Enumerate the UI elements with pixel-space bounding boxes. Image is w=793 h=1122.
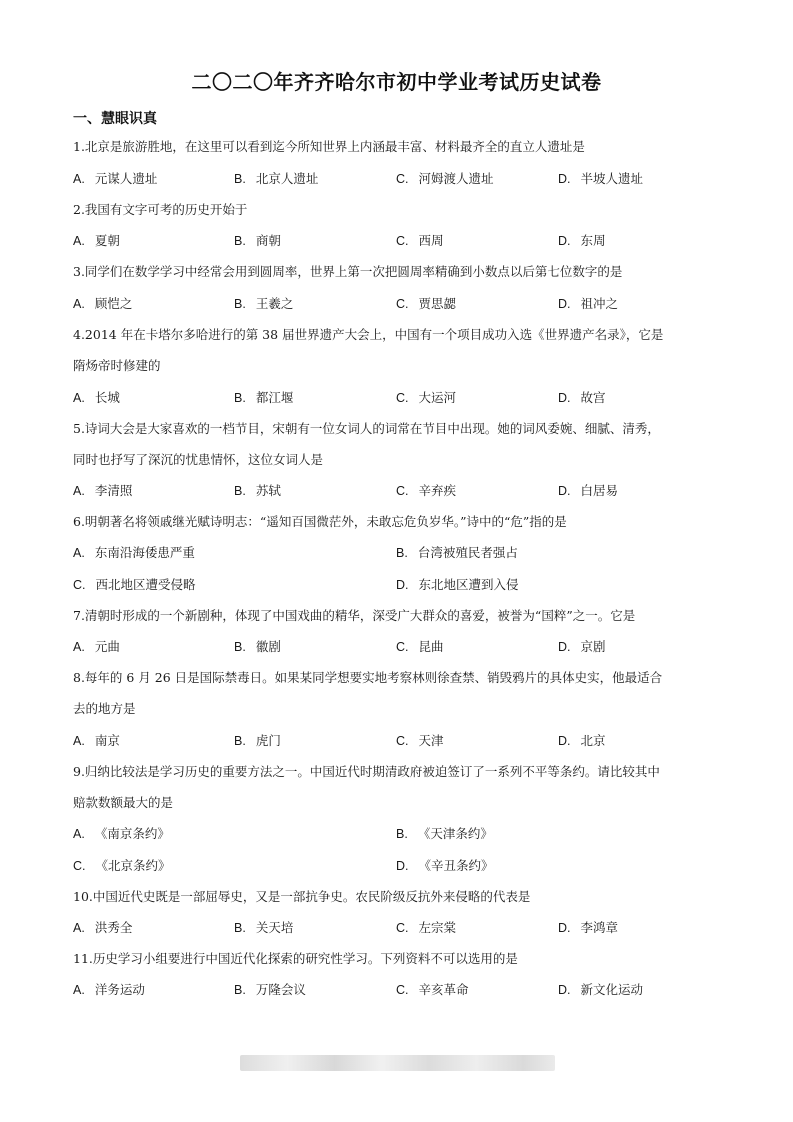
question-7-option: [73, 639, 120, 655]
option-letter: B.: [234, 234, 246, 248]
option-text: 东周: [580, 233, 606, 248]
question-10-option: [558, 920, 618, 936]
question-10-option: [73, 920, 132, 936]
option-text: 万隆会议: [255, 982, 306, 997]
question-2-stem: 2.我国有文字可考的历史开始于: [73, 202, 248, 217]
option-letter: B.: [234, 734, 246, 748]
option-letter: B.: [234, 484, 246, 498]
option-letter: B.: [234, 640, 246, 654]
option-text: 徽剧: [255, 639, 281, 654]
option-letter: D.: [396, 578, 409, 592]
option-letter: D.: [558, 391, 571, 405]
option-text: 元谋人遗址: [94, 171, 158, 186]
option-letter: D.: [558, 921, 571, 935]
option-text: 辛亥革命: [418, 982, 469, 997]
question-2-option: [558, 233, 606, 249]
option-text: 东南沿海倭患严重: [94, 545, 195, 560]
option-letter: D.: [558, 640, 571, 654]
question-7-option: [234, 639, 281, 655]
question-10-option: [396, 920, 456, 936]
question-11-option: [558, 982, 643, 998]
question-11-option: [73, 982, 145, 998]
question-8-stem: 去的地方是: [73, 701, 136, 716]
option-letter: C.: [73, 578, 86, 592]
option-text: 《南京条约》: [94, 826, 170, 841]
page-title: 二〇二〇年齐齐哈尔市初中学业考试历史试卷: [191, 70, 602, 94]
question-9-option: [396, 826, 493, 842]
option-text: 《天津条约》: [417, 826, 493, 841]
option-letter: D.: [558, 484, 571, 498]
option-letter: D.: [558, 234, 571, 248]
question-5-option: [234, 483, 281, 499]
option-letter: A.: [73, 297, 85, 311]
option-text: 夏朝: [94, 233, 120, 248]
question-2-option: [396, 233, 444, 249]
question-1-option: [558, 171, 643, 187]
question-6-option: [396, 545, 518, 561]
question-7-stem: 7.清朝时形成的一个新剧种，体现了中国戏曲的精华，深受广大群众的喜爱，被誉为“国粹”之一。它是: [73, 608, 636, 623]
question-2-option: [234, 233, 281, 249]
option-letter: C.: [396, 484, 409, 498]
option-text: 洋务运动: [94, 982, 145, 997]
option-letter: A.: [73, 921, 85, 935]
question-11-stem: 11.历史学习小组要进行中国近代化探索的研究性学习。下列资料不可以选用的是: [73, 951, 518, 966]
option-letter: C.: [396, 921, 409, 935]
option-letter: A.: [73, 983, 85, 997]
question-8-option: [73, 733, 120, 749]
option-letter: C.: [73, 859, 86, 873]
question-8-option: [234, 733, 281, 749]
question-9-stem: 赔款数额最大的是: [73, 795, 174, 810]
option-text: 东北地区遭到入侵: [418, 577, 519, 592]
option-text: 北京: [580, 733, 606, 748]
question-5-stem: 5.诗词大会是大家喜欢的一档节目，宋朝有一位女词人的词常在节目中出现。她的词风委婉、细腻、清秀，: [73, 421, 660, 436]
option-letter: C.: [396, 640, 409, 654]
question-4-option: [234, 390, 293, 406]
question-1-option: [396, 171, 494, 187]
option-text: 新文化运动: [580, 982, 644, 997]
option-text: 王羲之: [255, 296, 294, 311]
option-letter: A.: [73, 734, 85, 748]
option-letter: A.: [73, 234, 85, 248]
option-letter: A.: [73, 172, 85, 186]
option-text: 洪秀全: [94, 920, 133, 935]
option-text: 都江堰: [255, 390, 294, 405]
question-7-option: [396, 639, 444, 655]
option-text: 元曲: [94, 639, 120, 654]
option-letter: B.: [396, 827, 408, 841]
option-text: 北京人遗址: [255, 171, 319, 186]
option-letter: C.: [396, 172, 409, 186]
option-text: 苏轼: [255, 483, 281, 498]
question-3-option: [558, 296, 618, 312]
question-2-option: [73, 233, 120, 249]
question-9-option: [396, 858, 494, 874]
option-text: 《北京条约》: [95, 858, 171, 873]
question-5-stem: 同时也抒写了深沉的忧患情怀，这位女词人是: [73, 452, 324, 467]
option-letter: B.: [234, 172, 246, 186]
option-text: 顾恺之: [94, 296, 133, 311]
question-4-stem: 4.2014 年在卡塔尔多哈进行的第 38 届世界遗产大会上，中国有一个项目成功入选《世界遗产名录》，它是: [73, 327, 664, 342]
blurred-watermark: [240, 1055, 555, 1071]
option-letter: C.: [396, 734, 409, 748]
option-text: 西北地区遭受侵略: [95, 577, 196, 592]
option-text: 天津: [418, 733, 444, 748]
option-text: 大运河: [418, 390, 457, 405]
option-letter: A.: [73, 391, 85, 405]
question-10-option: [234, 920, 293, 936]
question-6-option: [396, 577, 519, 593]
option-letter: D.: [558, 172, 571, 186]
option-letter: B.: [234, 983, 246, 997]
option-text: 李鸿章: [580, 920, 619, 935]
option-letter: D.: [558, 297, 571, 311]
question-3-option: [234, 296, 293, 312]
question-10-stem: 10.中国近代史既是一部屈辱史，又是一部抗争史。农民阶级反抗外来侵略的代表是: [73, 889, 531, 904]
option-text: 李清照: [94, 483, 133, 498]
option-text: 南京: [94, 733, 120, 748]
option-letter: A.: [73, 546, 85, 560]
option-text: 《辛丑条约》: [418, 858, 494, 873]
question-3-option: [73, 296, 132, 312]
section-heading: 一、慧眼识真: [73, 111, 157, 127]
option-letter: A.: [73, 484, 85, 498]
question-4-stem: 隋炀帝时修建的: [73, 358, 161, 373]
question-1-option: [234, 171, 318, 187]
question-9-option: [73, 826, 170, 842]
option-text: 关天培: [255, 920, 294, 935]
option-letter: B.: [396, 546, 408, 560]
option-text: 半坡人遗址: [580, 171, 644, 186]
option-text: 贾思勰: [418, 296, 457, 311]
question-1-option: [73, 171, 157, 187]
option-letter: D.: [558, 983, 571, 997]
question-8-stem: 8.每年的 6 月 26 日是国际禁毒日。如果某同学想要实地考察林则徐查禁、销毁鸦片的具体史实，他最适合: [73, 670, 663, 685]
option-letter: D.: [558, 734, 571, 748]
question-5-option: [396, 483, 456, 499]
option-letter: C.: [396, 983, 409, 997]
option-text: 西周: [418, 233, 444, 248]
question-4-option: [396, 390, 456, 406]
option-text: 左宗棠: [418, 920, 457, 935]
option-text: 昆曲: [418, 639, 444, 654]
question-9-stem: 9.归纳比较法是学习历史的重要方法之一。中国近代时期清政府被迫签订了一系列不平等条约。请比较其中: [73, 764, 660, 779]
option-text: 商朝: [255, 233, 281, 248]
question-5-option: [558, 483, 618, 499]
option-text: 虎门: [255, 733, 281, 748]
option-text: 京剧: [580, 639, 606, 654]
question-11-option: [234, 982, 306, 998]
option-text: 辛弃疾: [418, 483, 457, 498]
question-3-option: [396, 296, 456, 312]
question-3-stem: 3.同学们在数学学习中经常会用到圆周率，世界上第一次把圆周率精确到小数点以后第七位数字的是: [73, 264, 623, 279]
question-5-option: [73, 483, 132, 499]
question-11-option: [396, 982, 469, 998]
option-text: 长城: [94, 390, 120, 405]
option-letter: B.: [234, 921, 246, 935]
option-text: 故宫: [580, 390, 606, 405]
option-letter: A.: [73, 827, 85, 841]
option-text: 祖冲之: [580, 296, 619, 311]
question-1-stem: 1.北京是旅游胜地，在这里可以看到迄今所知世界上内涵最丰富、材料最齐全的直立人遗址是: [73, 139, 585, 154]
option-letter: D.: [396, 859, 409, 873]
option-letter: A.: [73, 640, 85, 654]
option-letter: B.: [234, 391, 246, 405]
option-letter: B.: [234, 297, 246, 311]
question-8-option: [396, 733, 444, 749]
option-letter: C.: [396, 297, 409, 311]
option-text: 台湾被殖民者强占: [417, 545, 518, 560]
question-6-stem: 6.明朝著名将领戚继光赋诗明志：“遥知百国微茫外，未敢忘危负岁华。”诗中的“危”指的是: [73, 514, 567, 529]
option-letter: C.: [396, 391, 409, 405]
option-letter: C.: [396, 234, 409, 248]
question-6-option: [73, 545, 195, 561]
question-8-option: [558, 733, 606, 749]
question-9-option: [73, 858, 171, 874]
question-4-option: [558, 390, 606, 406]
option-text: 河姆渡人遗址: [418, 171, 494, 186]
question-4-option: [73, 390, 120, 406]
option-text: 白居易: [580, 483, 619, 498]
question-6-option: [73, 577, 196, 593]
question-7-option: [558, 639, 606, 655]
